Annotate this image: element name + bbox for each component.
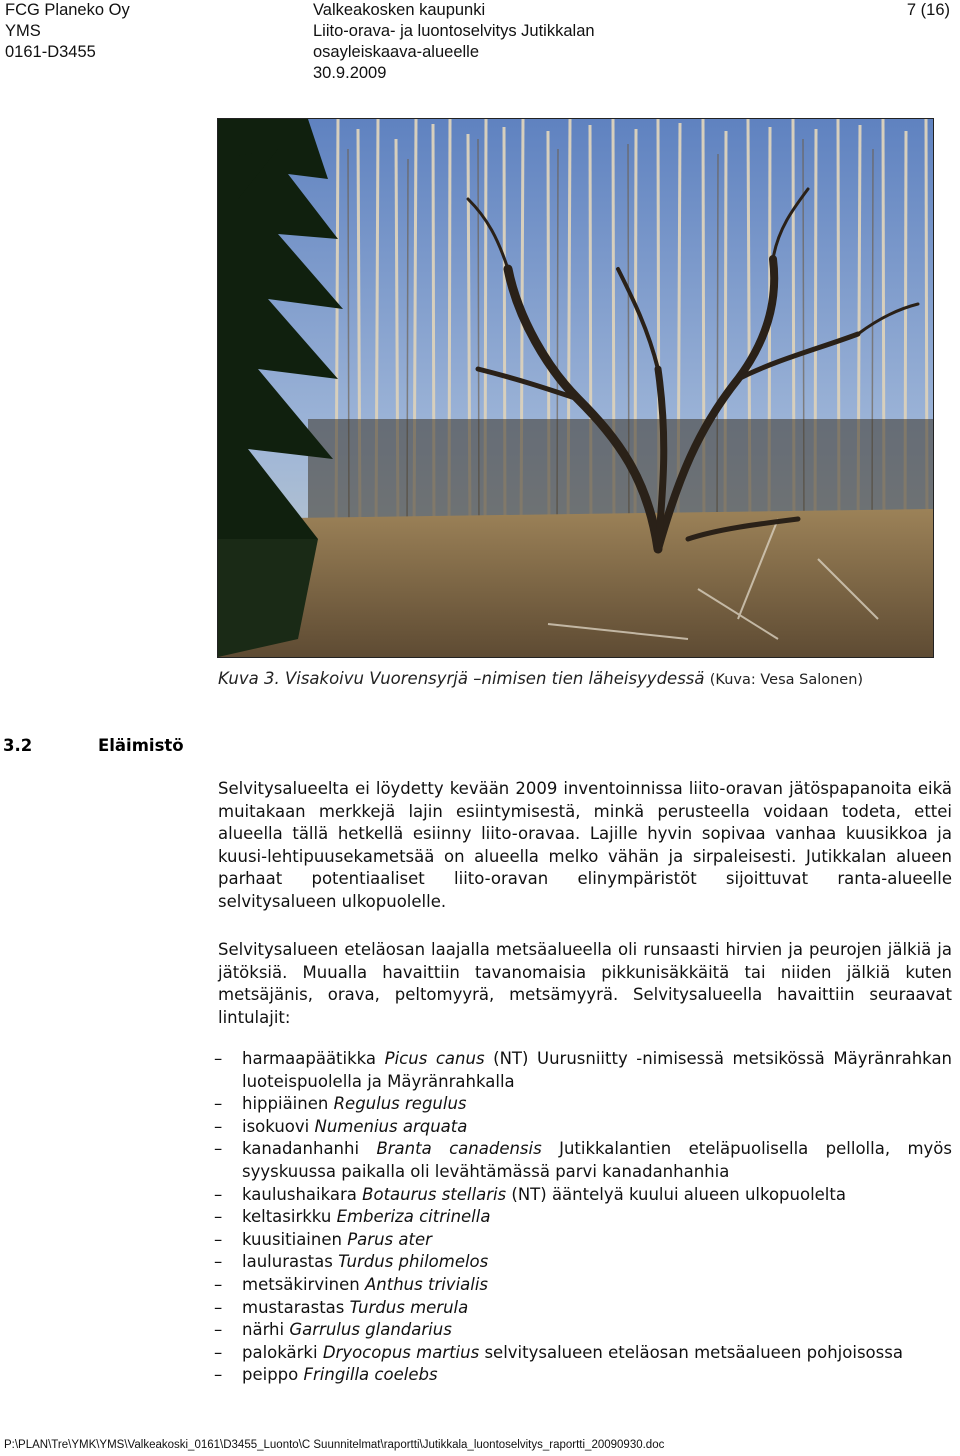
bird-latin: Turdus philomelos [338,1252,489,1272]
bird-note: (NT) ääntelyä kuului alueen ulkopuolelta [511,1184,846,1204]
bird-name: kanadanhanhi [242,1139,360,1159]
paragraph-flying-squirrel: Selvitysalueelta ei löydetty kevään 2009 inventoinnissa liito-oravan jätöspapanoita eikä muitakaan merkkejä lajin esiintymisestä, minkä perusteella voidaan todeta, ettei alueella tällä hetkellä esiinny liito-oravaa. Lajille hyvin sopivaa vanhaa kuusikkoa ja kuusi-lehtipuusekametsää on alueella melko vähän ja sirpaleisesti. Jutikkalan alueen parhaat potentiaaliset liito-oravan elinympäristöt sijoittuvat ranta-alueelle selvitysalueen ulkopuolelle. [218,779,952,911]
dash-marker: – [214,1229,223,1249]
bird-latin: Emberiza citrinella [336,1207,491,1227]
bird-latin: Numenius arquata [314,1116,468,1136]
list-item [214,1319,952,1342]
client-name: Valkeakosken kaupunki [313,1,486,19]
bird-name: harmaapäätikka [242,1049,377,1068]
bird-name: peippo [242,1365,299,1385]
bird-name: hippiäinen [242,1094,329,1114]
dash-marker: – [214,1365,223,1385]
bird-latin: Garrulus glandarius [289,1320,452,1340]
bird-note: selvitysalueen eteläosan metsäalueen pohjoisossa [484,1342,903,1362]
project-code: 0161-D3455 [5,43,96,61]
bird-name: palokärki [242,1342,318,1362]
dash-marker: – [214,1094,223,1114]
list-item [214,1093,952,1116]
bird-name: kuusitiainen [242,1229,342,1249]
header-right [870,0,950,76]
bird-name: isokuovi [242,1116,310,1136]
report-title-line-1: Liito-orava- ja luontoselvitys Jutikkalan [313,22,595,40]
list-item [214,1364,952,1387]
section-title: Eläimistö [98,736,184,755]
bird-latin: Parus ater [347,1229,432,1249]
report-date: 30.9.2009 [313,64,387,82]
dash-marker: – [214,1274,223,1294]
bird-name: keltasirkku [242,1207,332,1227]
section-number: 3.2 [3,736,33,755]
caption-credit: (Kuva: Vesa Salonen) [709,672,864,688]
bird-latin: Branta canadensis [376,1139,542,1159]
list-item [214,1274,952,1297]
header-center [313,0,833,82]
list-item [214,1251,952,1274]
bird-latin: Anthus trivialis [365,1274,489,1294]
paragraph-mammals: Selvitysalueen eteläosan laajalla metsäalueella oli runsaasti hirvien ja peurojen jälkiä ja jätöksiä. Muualla havaittiin tavanomaisia pikkunisäkkäitä tai niiden jälkiä kuten metsäjänis, orava, peltomyyrä, metsämyyrä. Selvitysalueella havaittiin seuraavat lintulajit: [218,940,952,1027]
bird-latin: Botaurus stellaris [362,1184,507,1204]
figure-caption [218,668,938,691]
bird-latin: Turdus merula [349,1297,469,1317]
bird-note: Jutikkalantien eteläpuolisella pellolla, myös syyskuussa paikalla oli levähtämässä parvi kanadanhanhia [242,1139,952,1181]
company-name: FCG Planeko Oy [5,1,130,19]
bird-name: metsäkirvinen [242,1274,360,1294]
list-item [214,1184,952,1207]
bird-latin: Fringilla coelebs [303,1365,438,1385]
caption-text: Kuva 3. Visakoivu Vuorensyrjä –nimisen tien läheisyydessä [218,669,705,688]
list-item [214,1116,952,1139]
list-item [214,1342,952,1365]
bird-name: kaulushaikara [242,1184,357,1204]
dash-marker: – [214,1184,223,1204]
bird-latin: Dryocopus martius [322,1342,480,1362]
list-item [214,1048,952,1093]
file-path-footer: P:\PLAN\Tre\YMK\YMS\Valkeakoski_0161\D3455_Luonto\C Suunnitelmat\raportti\Jutikkala_luontoselvitys_raportti_20090930.doc [4,1439,665,1451]
dash-marker: – [214,1320,223,1340]
unit-name: YMS [5,22,41,40]
bird-note: (NT) Uurusniitty -nimisessä metsikössä Mäyränrahkan luoteispuolella ja Mäyränrahkalla [242,1049,953,1091]
bird-name: mustarastas [242,1297,345,1317]
dash-marker: – [214,1139,223,1159]
list-item [214,1206,952,1229]
dash-marker: – [214,1049,223,1068]
dash-marker: – [214,1297,223,1317]
dash-marker: – [214,1252,223,1272]
bird-species-list [214,1048,952,1387]
bird-name: laulurastas [242,1252,333,1272]
bird-latin: Picus canus [384,1049,485,1068]
list-item [214,1138,952,1183]
bird-name: närhi [242,1320,285,1340]
forest-illustration [218,119,933,657]
dash-marker: – [214,1207,223,1227]
header-left [5,0,195,76]
dash-marker: – [214,1116,223,1136]
list-item [214,1297,952,1320]
page-number: 7 (16) [906,1,950,19]
dash-marker: – [214,1342,223,1362]
list-item [214,1229,952,1252]
forest-photo [217,118,934,658]
bird-latin: Regulus regulus [333,1094,467,1114]
report-title-line-2: osayleiskaava-alueelle [313,43,480,61]
